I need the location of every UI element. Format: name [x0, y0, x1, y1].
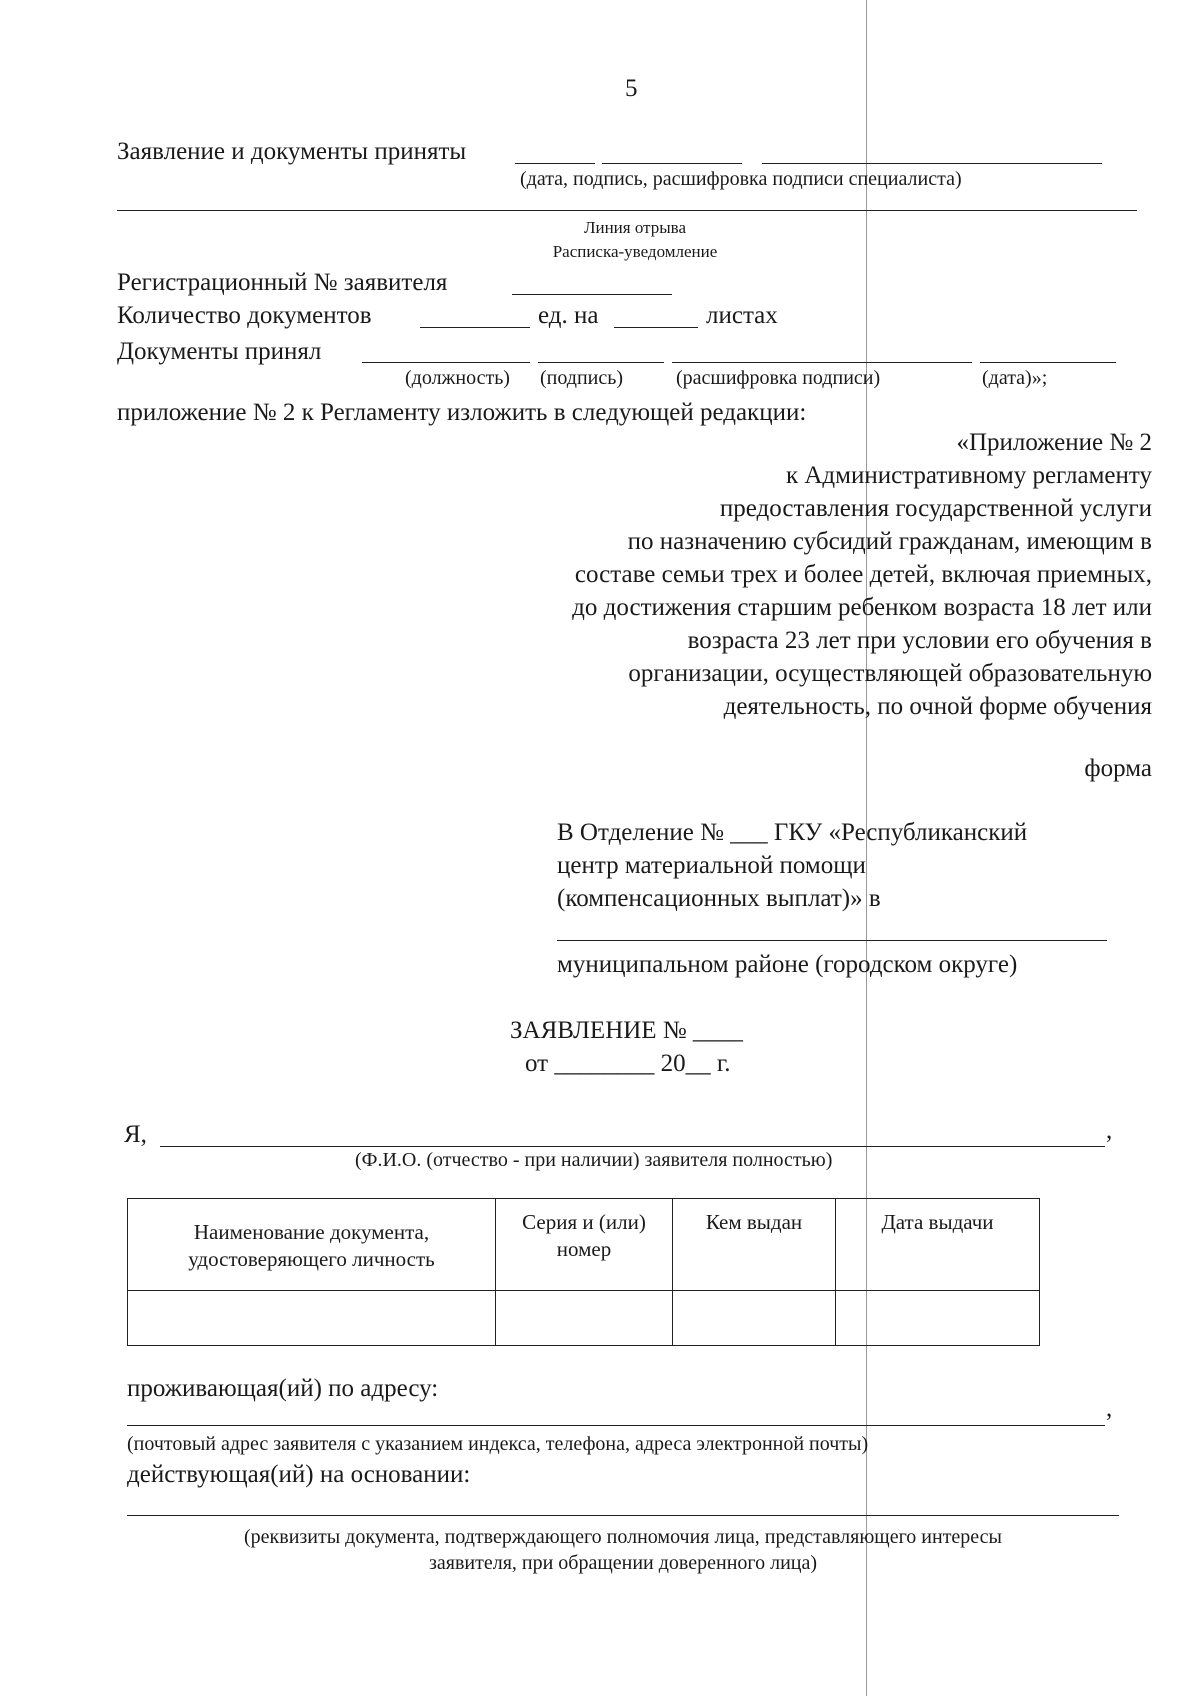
doc-count-unit: ед. на	[538, 302, 599, 329]
municipality-field[interactable]	[557, 940, 1107, 941]
cell-issued-by[interactable]	[673, 1291, 836, 1346]
doc-count-field[interactable]	[420, 327, 530, 328]
applicant-caption: (Ф.И.О. (отчество - при наличии) заявителя полностью)	[355, 1149, 833, 1171]
residence-caption: (почтовый адрес заявителя с указанием индекса, телефона, адреса электронной почты)	[127, 1433, 869, 1455]
applicant-prefix: Я,	[124, 1121, 147, 1148]
caption-date: (дата)»;	[982, 367, 1048, 389]
doc-count-label: Количество документов	[117, 302, 372, 329]
authority-caption-line-2: заявителя, при обращении доверенного лица)	[428, 1552, 818, 1574]
cell-document-name[interactable]	[128, 1291, 496, 1346]
authority-caption-line-1: (реквизиты документа, подтверждающего полномочия лица, представляющего интересы	[244, 1526, 1002, 1548]
appendix-line-6: до достижения старшим ребенком возраста 18 лет или	[572, 594, 1152, 621]
residence-label: проживающая(ий) по адресу:	[127, 1375, 439, 1402]
applicant-comma: ,	[1106, 1117, 1113, 1144]
header-issue-date: Дата выдачи	[836, 1199, 1040, 1291]
id-document-table	[127, 1198, 1040, 1346]
caption-decode: (расшифровка подписи)	[676, 367, 881, 389]
sheet-count-field[interactable]	[614, 327, 698, 328]
addressee-line-2: центр материальной помощи	[557, 852, 866, 879]
accepted-position-field[interactable]	[362, 362, 530, 363]
application-title: ЗАЯВЛЕНИЕ № ____	[510, 1017, 743, 1044]
appendix-line-7: возраста 23 лет при условии его обучения в	[687, 627, 1152, 654]
residence-address-field[interactable]	[127, 1425, 1105, 1426]
tear-line-rule	[117, 210, 1137, 211]
accepted-by-label: Документы принял	[117, 338, 322, 365]
application-date: от ________ 20__ г.	[525, 1050, 731, 1077]
addressee-line-3: (компенсационных выплат)» в	[557, 885, 881, 912]
caption-position: (должность)	[405, 367, 510, 389]
receipt-title: Расписка-уведомление	[552, 242, 718, 261]
cell-issue-date[interactable]	[836, 1291, 1040, 1346]
residence-comma: ,	[1106, 1395, 1113, 1422]
addressee-line-1: В Отделение № ___ ГКУ «Республиканский	[557, 819, 1028, 846]
header-document-name: Наименование документа, удостоверяющего личность	[128, 1199, 496, 1291]
accepted-decode-field[interactable]	[672, 362, 972, 363]
form-label: форма	[1084, 755, 1152, 782]
header-series-number: Серия и (или) номер	[496, 1199, 673, 1291]
tear-line-label: Линия отрыва	[583, 218, 687, 237]
received-caption: (дата, подпись, расшифровка подписи специалиста)	[520, 168, 962, 190]
reg-number-field[interactable]	[512, 294, 672, 295]
received-date-line[interactable]	[515, 163, 595, 164]
appendix-line-5: составе семьи трех и более детей, включая приемных,	[574, 561, 1152, 588]
amendment-text: приложение № 2 к Регламенту изложить в следующей редакции:	[117, 399, 807, 426]
appendix-line-4: по назначению субсидий гражданам, имеющим в	[627, 528, 1152, 555]
header-issued-by: Кем выдан	[673, 1199, 836, 1291]
reg-number-label: Регистрационный № заявителя	[117, 269, 448, 296]
received-decode-line[interactable]	[762, 163, 1102, 164]
cell-series-number[interactable]	[496, 1291, 673, 1346]
accepted-date-field[interactable]	[980, 362, 1116, 363]
table-header-row	[128, 1199, 1040, 1291]
received-label: Заявление и документы приняты	[117, 138, 467, 165]
appendix-line-2: к Административному регламенту	[785, 462, 1152, 489]
authority-document-field[interactable]	[127, 1515, 1119, 1516]
received-signature-line[interactable]	[602, 163, 742, 164]
appendix-line-8: организации, осуществляющей образовательную	[628, 660, 1152, 687]
sheets-label: листах	[706, 302, 778, 329]
addressee-line-4: муниципальном районе (городском округе)	[557, 951, 1018, 978]
appendix-line-3: предоставления государственной услуги	[719, 495, 1152, 522]
caption-signature: (подпись)	[540, 367, 624, 389]
table-row	[128, 1291, 1040, 1346]
appendix-line-9: деятельность, по очной форме обучения	[723, 693, 1152, 720]
authority-label: действующая(ий) на основании:	[127, 1461, 471, 1488]
applicant-name-field[interactable]	[160, 1146, 1105, 1147]
page-number: 5	[625, 75, 638, 102]
appendix-line-1: «Приложение № 2	[956, 429, 1152, 456]
accepted-signature-field[interactable]	[538, 362, 664, 363]
